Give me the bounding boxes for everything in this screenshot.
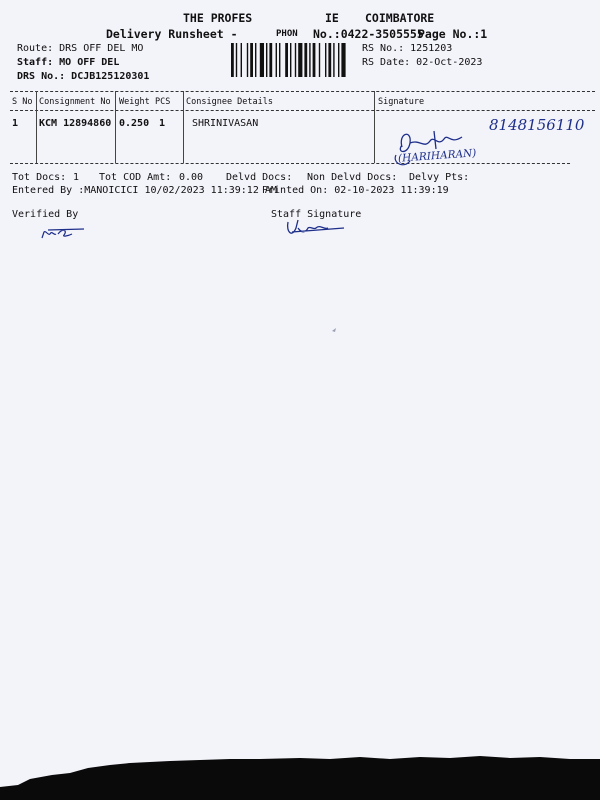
printed-on: Printed On: 02-10-2023 11:39:19 <box>262 185 449 196</box>
handwritten-name: (HARIHARAN) <box>397 147 477 165</box>
rs-date: RS Date: 02-Oct-2023 <box>362 57 483 68</box>
col-header-sno: S No <box>12 97 33 107</box>
column-divider <box>115 91 116 163</box>
staff-text: Staff: MO OFF DEL <box>17 57 120 68</box>
staff-signature-label: Staff Signature <box>271 209 362 220</box>
phone-number: No.:0422-3505555 <box>313 27 424 41</box>
company-title-mid: IE <box>325 11 339 25</box>
handwritten-phone: 8148156110 <box>489 116 585 134</box>
staff-signature <box>284 216 350 240</box>
drs-number: DRS No.: DCJB125120301 <box>17 71 150 82</box>
entered-by: Entered By :MANOICICI 10/02/2023 11:39:12 AM <box>12 185 277 196</box>
route-text: Route: DRS OFF DEL MO <box>17 43 144 54</box>
non-delvd-docs-label: Non Delvd Docs: <box>307 172 398 183</box>
verified-by-label: Verified By <box>12 209 79 220</box>
column-divider <box>183 91 184 163</box>
column-divider <box>374 91 375 163</box>
cell-weight: 0.250 <box>119 118 150 129</box>
tot-docs-value: 1 <box>73 172 80 183</box>
col-header-signature: Signature <box>378 97 425 107</box>
phone-fragment: PHON <box>276 29 298 39</box>
cell-sno: 1 <box>12 118 19 129</box>
column-divider <box>36 91 37 163</box>
page-number: Page No.:1 <box>418 27 488 41</box>
cell-pcs: 1 <box>159 118 166 129</box>
tot-cod-label: Tot COD Amt: <box>99 172 172 183</box>
cell-consignee: SHRINIVASAN <box>192 118 259 129</box>
tot-cod-value: 0.00 <box>179 172 204 183</box>
col-header-weight: Weight <box>119 97 150 107</box>
col-header-pcs: PCS <box>155 97 171 107</box>
barcode-image <box>231 43 359 77</box>
table-top-rule <box>10 91 595 92</box>
col-header-consignee: Consignee Details <box>186 97 273 107</box>
cell-consignment: KCM 12894860 <box>39 118 112 129</box>
runsheet-label: Delivery Runsheet - <box>106 27 238 41</box>
rs-number: RS No.: 1251203 <box>362 43 453 54</box>
delvd-docs-label: Delvd Docs: <box>226 172 293 183</box>
verifier-signature <box>38 222 90 244</box>
torn-paper-edge <box>0 735 600 800</box>
company-title-right: COIMBATORE <box>365 11 435 25</box>
company-title-left: THE PROFES <box>183 11 253 25</box>
col-header-consignment: Consignment No <box>39 97 111 107</box>
tot-docs-label: Tot Docs: <box>12 172 67 183</box>
table-header-rule <box>10 110 595 111</box>
delvy-pts-label: Delvy Pts: <box>409 172 470 183</box>
